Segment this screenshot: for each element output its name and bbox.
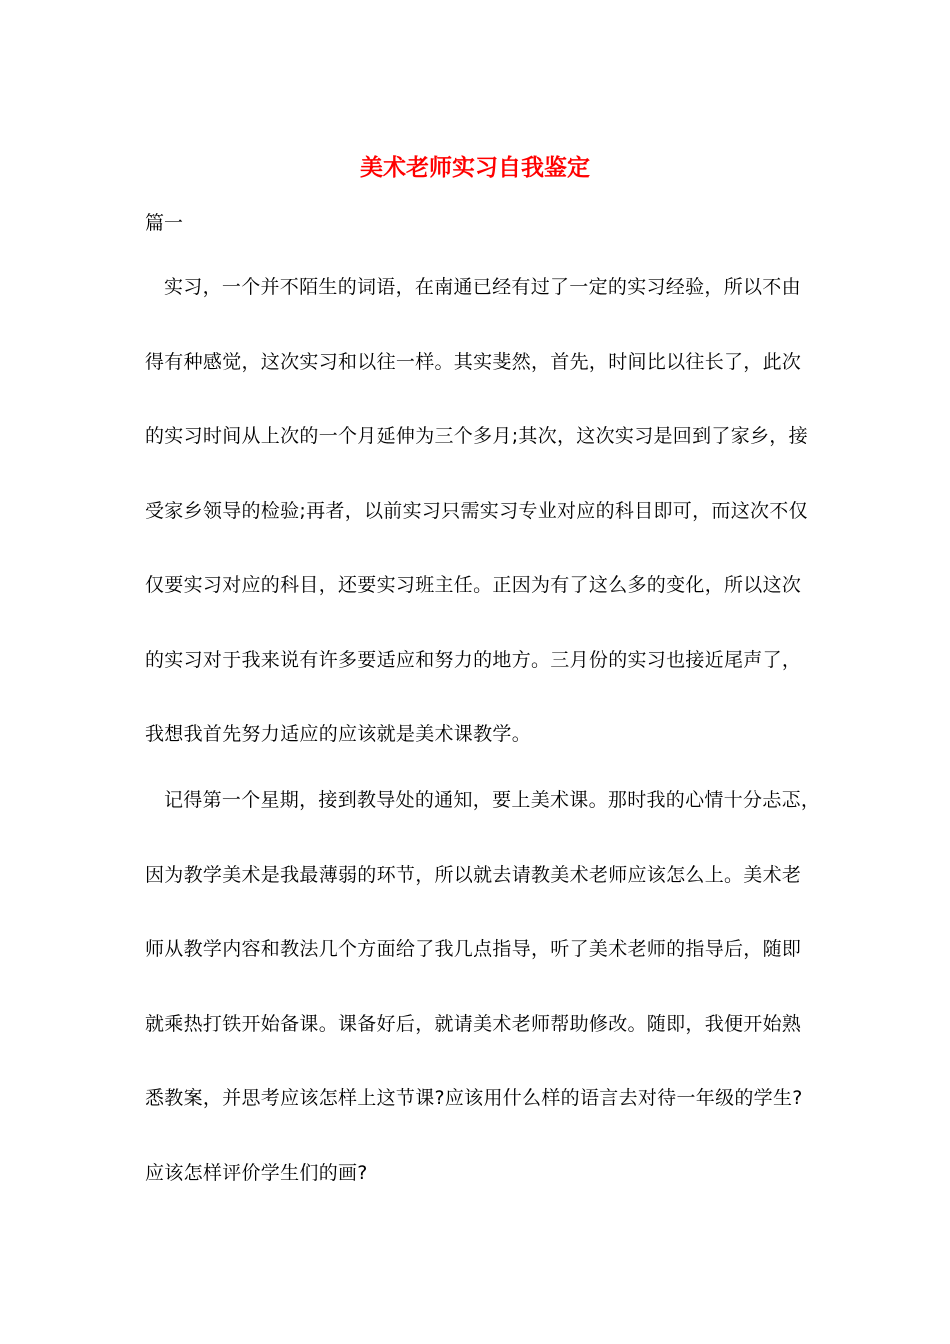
paragraph-line: 师从教学内容和教法几个方面给了我几点指导，听了美术老师的指导后，随即: [145, 938, 802, 960]
paragraph-line: 就乘热打铁开始备课。课备好后，就请美术老师帮助修改。随即，我便开始熟: [145, 1012, 802, 1035]
paragraph-line: 悉教案，并思考应该怎样上这节课?应该用什么样的语言去对待一年级的学生?: [145, 1087, 803, 1109]
paragraph-1: [145, 250, 815, 772]
paragraph-line: 我想我首先努力适应的应该就是美术课教学。: [145, 723, 532, 745]
section-label: 篇一: [145, 212, 184, 234]
paragraph-line: 得有种感觉，这次实习和以往一样。其实斐然，首先，时间比以往长了，此次: [145, 350, 802, 373]
paragraph-line: 的实习对于我来说有许多要适应和努力的地方。三月份的实习也接近尾声了，: [145, 648, 802, 671]
paragraph-line: 仅要实习对应的科目，还要实习班主任。正因为有了这么多的变化，所以这次: [145, 574, 802, 596]
paragraph-2: [145, 763, 821, 1210]
paragraph-line: 的实习时间从上次的一个月延伸为三个多月;其次，这次实习是回到了家乡，接: [145, 425, 808, 447]
document-title: 美术老师实习自我鉴定: [360, 154, 590, 181]
paragraph-line: 记得第一个星期，接到教导处的通知，要上美术课。那时我的心情十分忐忑，: [164, 789, 821, 811]
paragraph-line: 受家乡领导的检验;再者，以前实习只需实习专业对应的科目即可，而这次不仅: [145, 499, 808, 522]
paragraph-line: 因为教学美术是我最薄弱的环节，所以就去请教美术老师应该怎么上。美术老: [145, 863, 802, 886]
paragraph-line: 实习，一个并不陌生的词语，在南通已经有过了一定的实习经验，所以不由: [164, 276, 801, 298]
paragraph-line: 应该怎样评价学生们的画?: [145, 1161, 368, 1184]
